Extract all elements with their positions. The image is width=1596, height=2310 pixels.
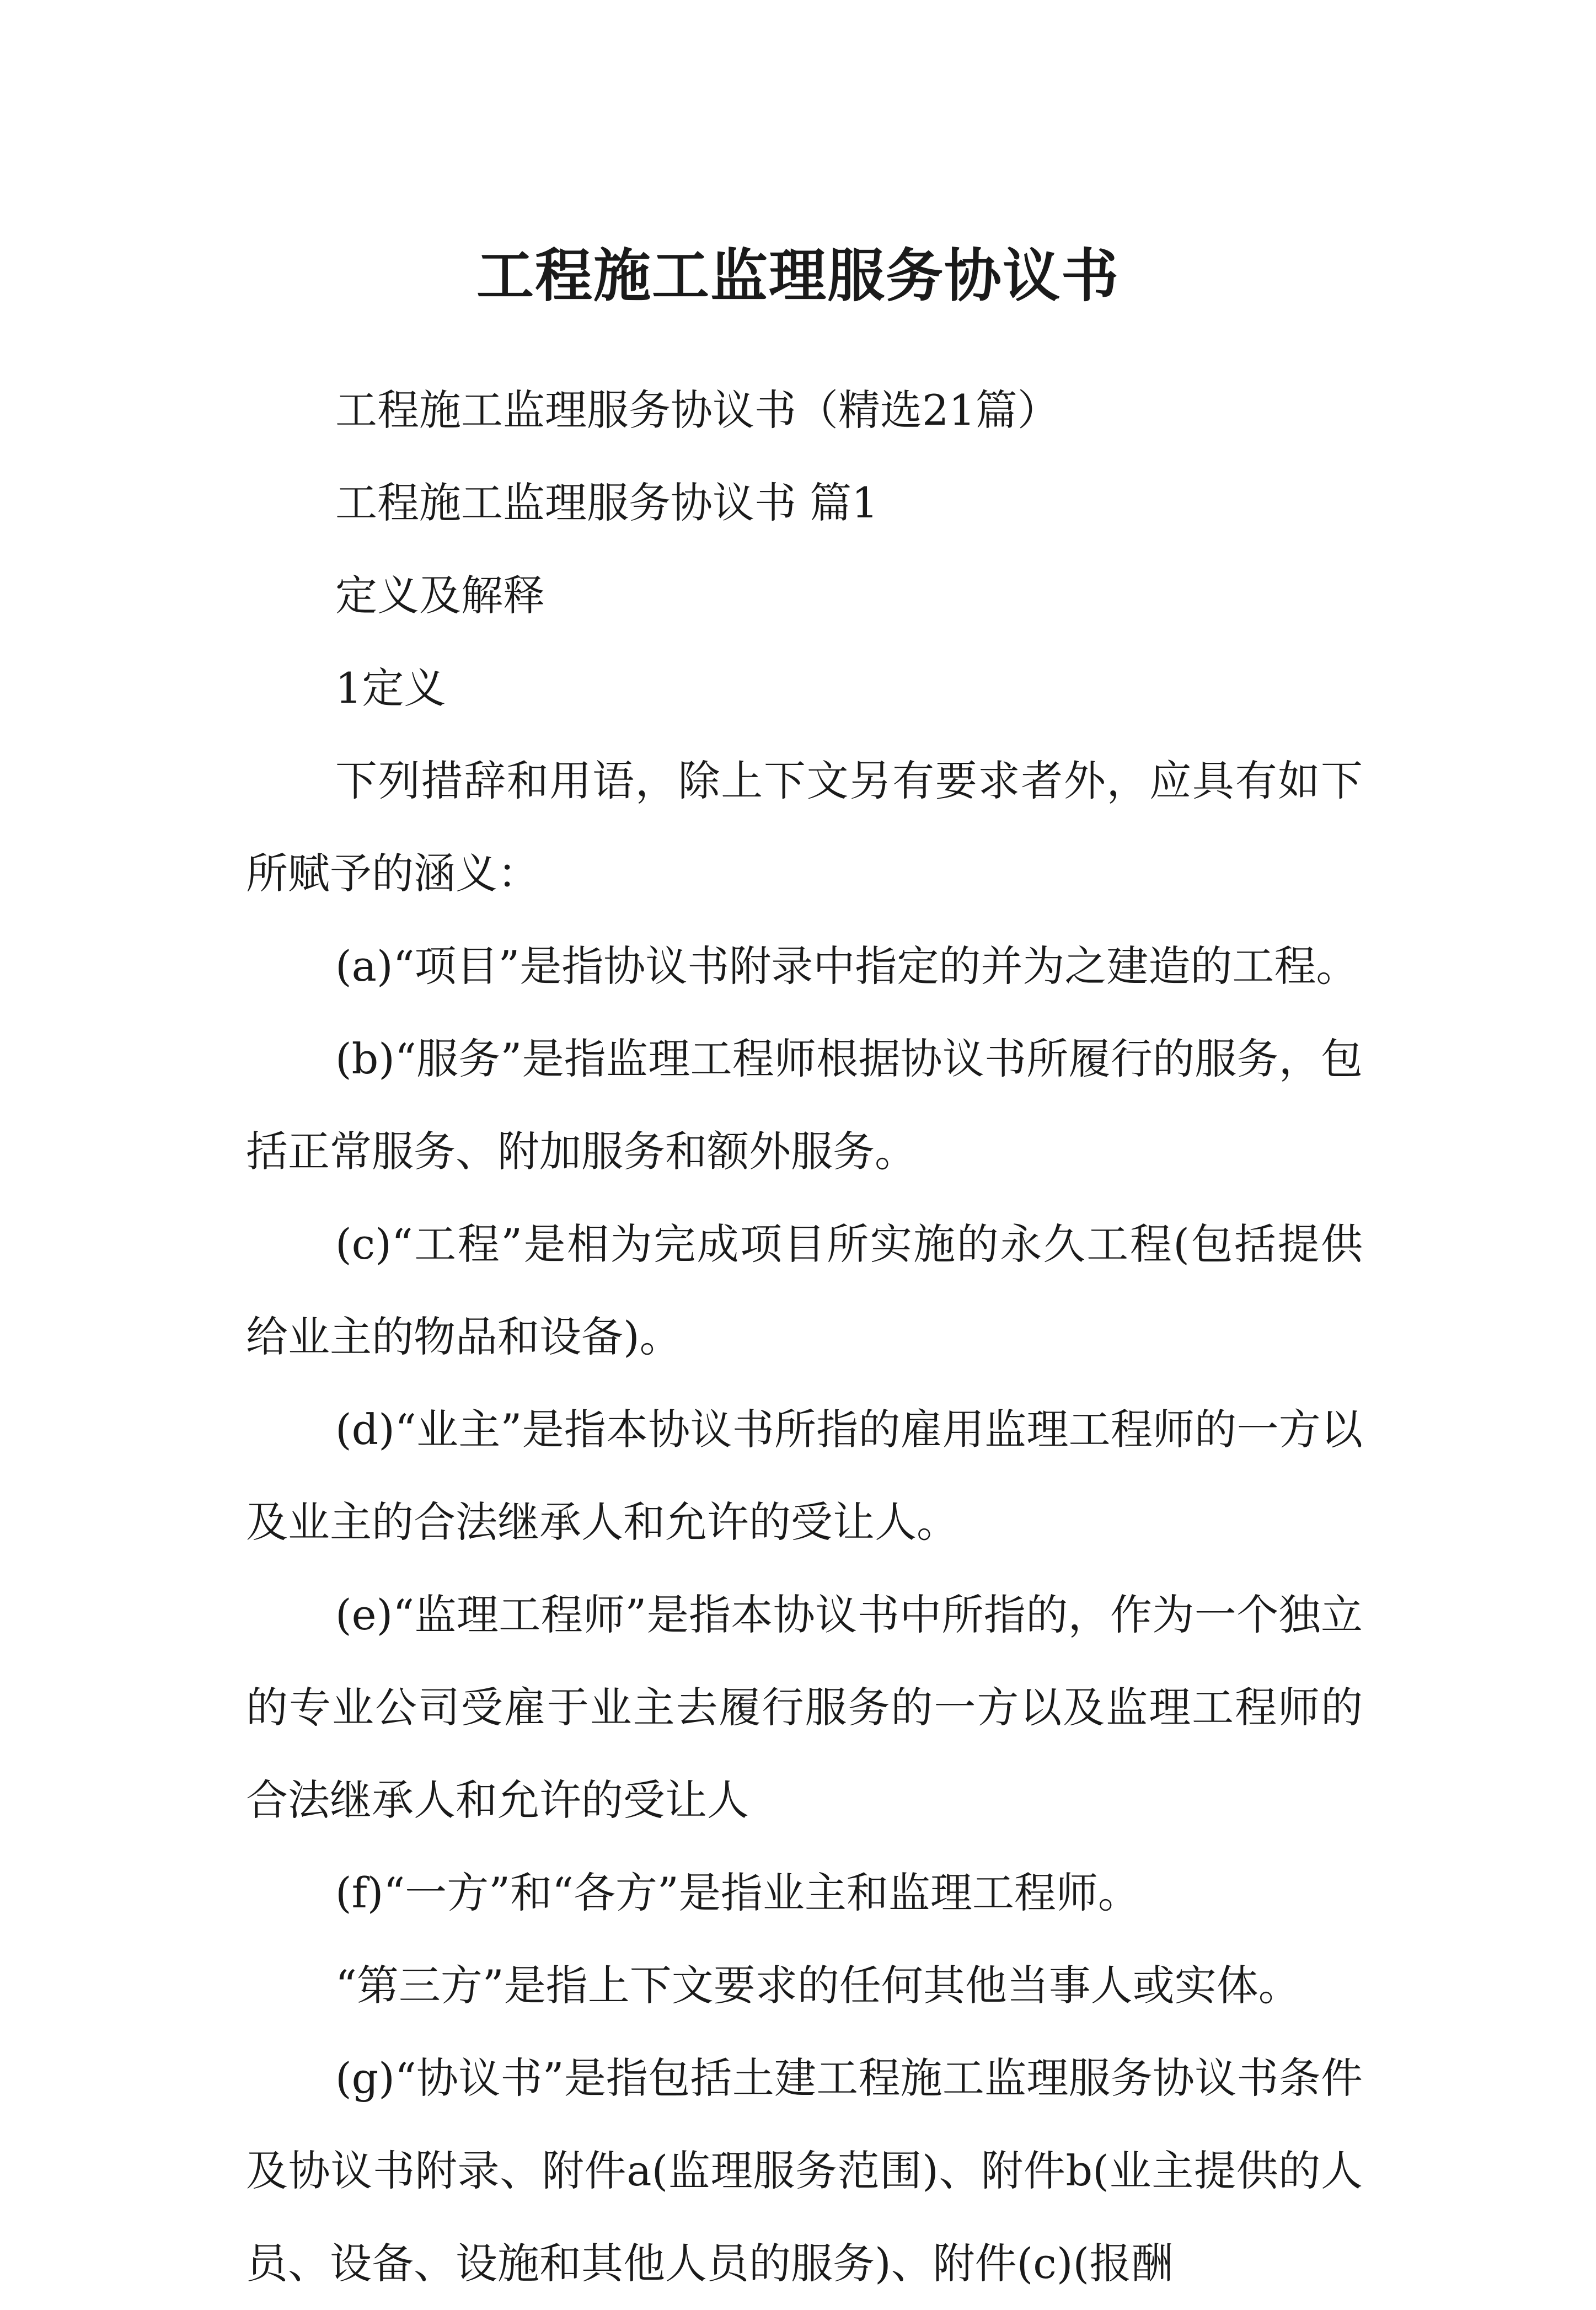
paragraph-definition-f: (f)“一方”和“各方”是指业主和监理工程师。 — [335, 1868, 1140, 1917]
paragraph-definition-g: (g)“协议书”是指包括土建工程施工监理服务协议书条件及协议书附录、附件a(监理服务范围)、附件b(业主提供的人员、设备、设施和其他人员的服务)、附件(c)(报酬 — [246, 2054, 1363, 2288]
paragraph-intro: 下列措辞和用语，除上下文另有要求者外，应具有如下所赋予的涵义： — [246, 756, 1363, 898]
paragraph-clause-1: 1定义 — [335, 664, 446, 713]
paragraph-section-heading: 工程施工监理服务协议书 篇1 — [335, 478, 879, 527]
paragraph-subtitle: 工程施工监理服务协议书（精选21篇） — [335, 386, 1059, 435]
document-body — [246, 364, 1363, 2310]
paragraph-definition-a: (a)“项目”是指协议书附录中指定的并为之建造的工程。 — [335, 942, 1358, 991]
paragraph-definitions-heading: 定义及解释 — [335, 571, 545, 620]
paragraph-definition-b: (b)“服务”是指监理工程师根据协议书所履行的服务，包括正常服务、附加服务和额外服务。 — [246, 1034, 1363, 1176]
paragraph-definition-e: (e)“监理工程师”是指本协议书中所指的，作为一个独立的专业公司受雇于业主去履行服务的一方以及监理工程师的合法继承人和允许的受让人 — [246, 1590, 1363, 1825]
document-title: 工程施工监理服务协议书 — [476, 241, 1120, 309]
paragraph-definition-c: (c)“工程”是相为完成项目所实施的永久工程(包括提供给业主的物品和设备)。 — [246, 1220, 1363, 1361]
paragraph-definition-d: (d)“业主”是指本协议书所指的雇用监理工程师的一方以及业主的合法继承人和允许的受让人。 — [246, 1405, 1363, 1547]
paragraph-third-party: “第三方”是指上下文要求的任何其他当事人或实体。 — [335, 1961, 1300, 2010]
